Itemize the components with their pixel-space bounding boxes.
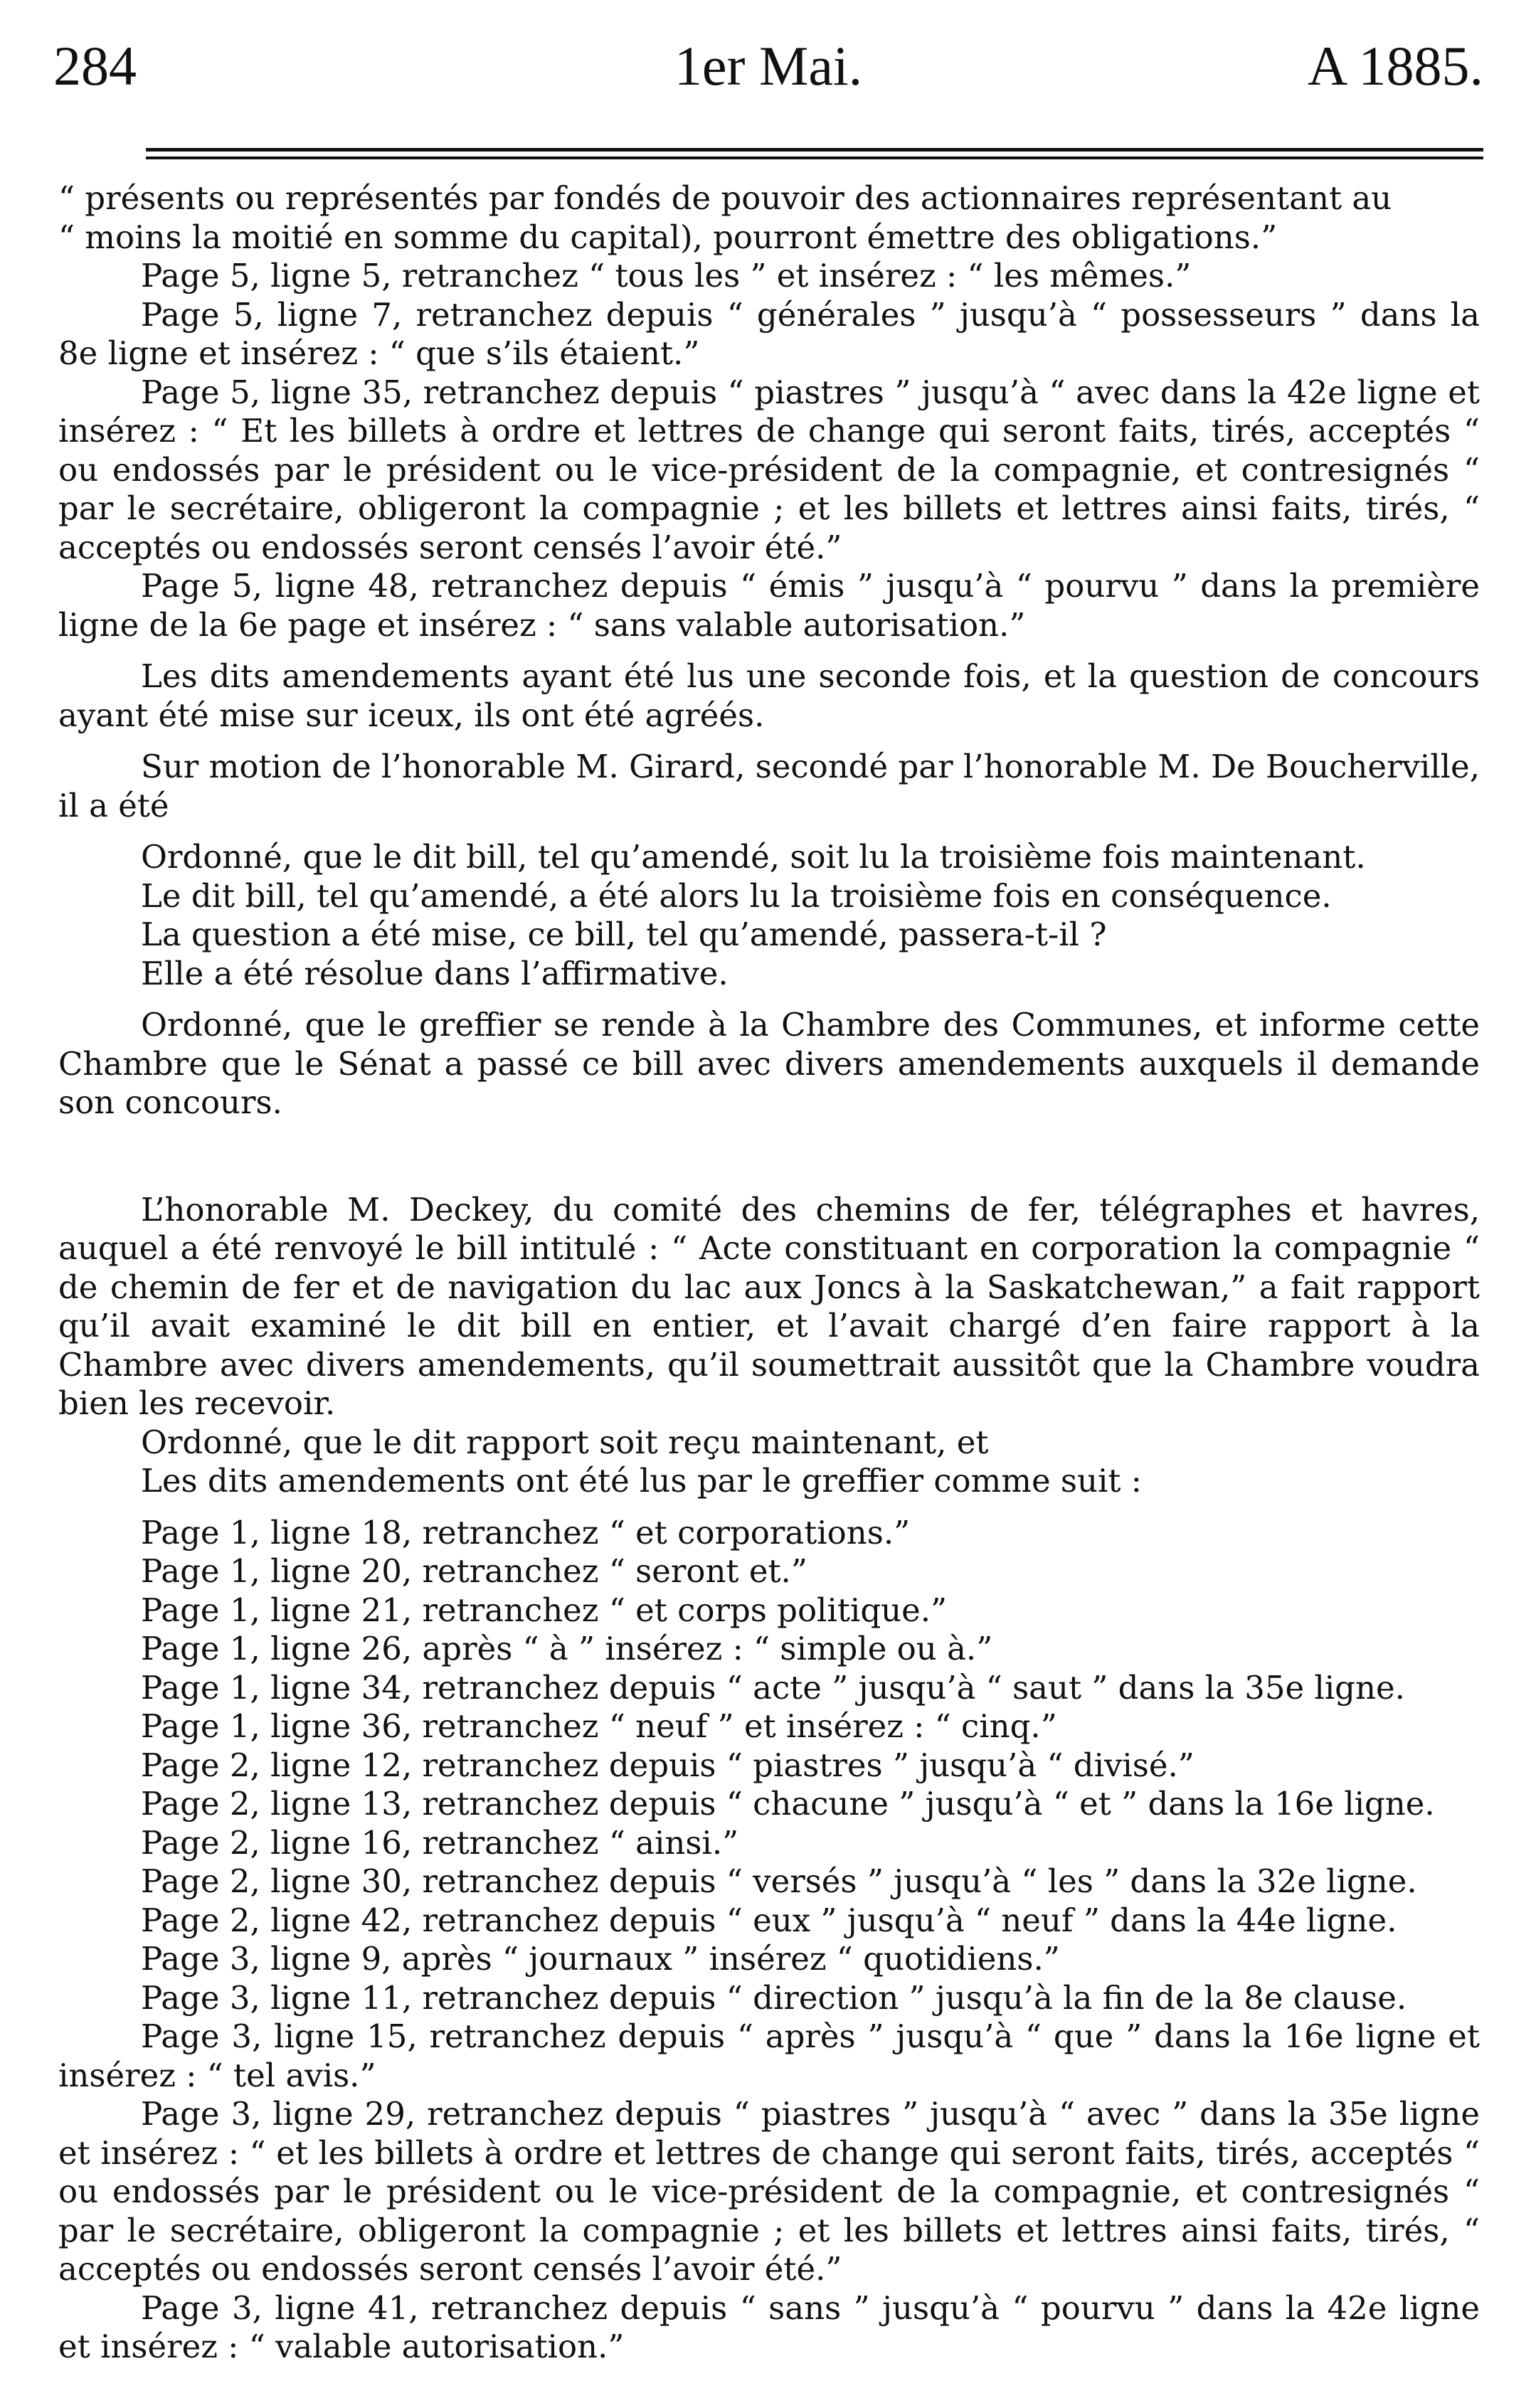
amendment: Page 3, ligne 11, retranchez depuis “ direction ” jusqu’à la fin de la 8e clause. — [141, 1978, 1407, 2017]
committee-report-paragraph: L’honorable M. Deckey, du comité des chemins de fer, télégraphes et havres, auquel a été renvoyé le bill intitulé : “ Acte constituant en corporation la compagnie “ de chemin de fer et de navigation du lac aux Joncs à la Saskatchewan,” a fait rapport qu’il avait examiné le dit bill en entier, et l’avait chargé d’en faire rapport à la Chambre avec divers amendements, qu’il soumettrait aussitôt que la Chambre voudra bien les recevoir. — [58, 1190, 1480, 1422]
third-reading-block — [58, 838, 1480, 993]
order-line: Elle a été résolue dans l’affirmative. — [141, 954, 729, 992]
header-date: 1er Mai. — [674, 35, 863, 97]
order-line: Le dit bill, tel qu’amendé, a été alors lu la troisième fois en conséquence. — [141, 876, 1332, 915]
amendment: Page 1, ligne 36, retranchez “ neuf ” et insérez : “ cinq.” — [141, 1707, 1057, 1745]
amendment: Page 1, ligne 20, retranchez “ seront et.” — [141, 1552, 807, 1590]
amendment: Page 5, ligne 5, retranchez “ tous les ” et insérez : “ les mêmes.” — [141, 257, 1192, 295]
amendment: Page 2, ligne 12, retranchez depuis “ piastres ” jusqu’à “ divisé.” — [141, 1746, 1195, 1784]
concurrence-paragraph: Les dits amendements ayant été lus une seconde fois, et la question de concours ayant été mise sur iceux, ils ont été agréés. — [58, 657, 1480, 734]
header-rule — [146, 148, 1483, 159]
quote-continuation — [58, 179, 1480, 257]
amendment: Page 3, ligne 15, retranchez depuis “ après ” jusqu’à “ que ” dans la 16e ligne et insérez : “ tel avis.” — [58, 2017, 1480, 2094]
amendment: Page 3, ligne 9, après “ journaux ” insérez “ quotidiens.” — [141, 1940, 1060, 1978]
amendment: Page 1, ligne 18, retranchez “ et corporations.” — [141, 1513, 911, 1552]
order-line: Ordonné, que le dit bill, tel qu’amendé, soit lu la troisième fois maintenant. — [141, 838, 1366, 876]
text-line: “ présents ou représentés par fondés de pouvoir des actionnaires représentant au — [58, 179, 1392, 217]
text-line: “ moins la moitié en somme du capital), pourront émettre des obligations.” — [58, 218, 1278, 256]
amendment: Page 2, ligne 13, retranchez depuis “ chacune ” jusqu’à “ et ” dans la 16e ligne. — [141, 1785, 1435, 1823]
header-year: A 1885. — [1307, 35, 1483, 97]
motion-paragraph: Sur motion de l’honorable M. Girard, secondé par l’honorable M. De Boucherville, il a été — [58, 748, 1480, 824]
amendment: Page 1, ligne 26, après “ à ” insérez : “ simple ou à.” — [141, 1630, 993, 1667]
running-header — [53, 27, 1483, 105]
amendment: Page 1, ligne 34, retranchez depuis “ acte ” jusqu’à “ saut ” dans la 35e ligne. — [141, 1668, 1405, 1707]
amendment: Page 5, ligne 35, retranchez depuis “ piastres ” jusqu’à “ avec dans la 42e ligne et insérez : “ Et les billets à ordre et lettres de change qui seront faits, tirés, acceptés “ ou endossés par le président ou le vice-président de la compagnie, et contresignés “ par le secrétaire, obligeront la compagnie ; et les billets et lettres ainsi faits, tirés, “ acceptés ou endossés seront censés l’avoir été.” — [58, 373, 1480, 566]
amendment: Page 5, ligne 48, retranchez depuis “ émis ” jusqu’à “ pourvu ” dans la première ligne de la 6e page et insérez : “ sans valable autorisation.” — [58, 567, 1480, 644]
order-line: Les dits amendements ont été lus par le greffier comme suit : — [141, 1462, 1142, 1500]
amendment: Page 2, ligne 42, retranchez depuis “ eux ” jusqu’à “ neuf ” dans la 44e ligne. — [141, 1901, 1397, 1939]
amendment: Page 2, ligne 30, retranchez depuis “ versés ” jusqu’à “ les ” dans la 32e ligne. — [141, 1862, 1417, 1900]
order-line: Ordonné, que le dit rapport soit reçu maintenant, et — [141, 1423, 989, 1461]
order-line: La question a été mise, ce bill, tel qu’amendé, passera-t-il ? — [141, 916, 1107, 953]
amendment: Page 3, ligne 29, retranchez depuis “ piastres ” jusqu’à “ avec ” dans la 35e ligne et insérez : “ et les billets à ordre et lettres de change qui seront faits, tirés, acceptés “ ou endossés par le président ou le vice-président de la compagnie, et contresignés “ par le secrétaire, obligeront la compagnie ; et les billets et lettres ainsi faits, tirés, “ acceptés ou endossés seront censés l’avoir été.” — [58, 2095, 1480, 2288]
page-body — [58, 179, 1480, 2367]
amendment: Page 2, ligne 16, retranchez “ ainsi.” — [141, 1823, 739, 1862]
page-number: 284 — [53, 35, 137, 97]
amendment: Page 1, ligne 21, retranchez “ et corps politique.” — [141, 1591, 948, 1629]
amendment: Page 5, ligne 7, retranchez depuis “ générales ” jusqu’à “ possesseurs ” dans la 8e ligne et insérez : “ que s’ils étaient.” — [58, 295, 1480, 372]
amendment-list — [58, 1514, 1480, 2367]
greffier-paragraph: Ordonné, que le greffier se rende à la Chambre des Communes, et informe cette Chambre que le Sénat a passé ce bill avec divers amendements auxquels il demande son concours. — [58, 1006, 1480, 1121]
amendment: Page 3, ligne 41, retranchez depuis “ sans ” jusqu’à “ pourvu ” dans la 42e ligne et insérez : “ valable autorisation.” — [58, 2288, 1480, 2365]
